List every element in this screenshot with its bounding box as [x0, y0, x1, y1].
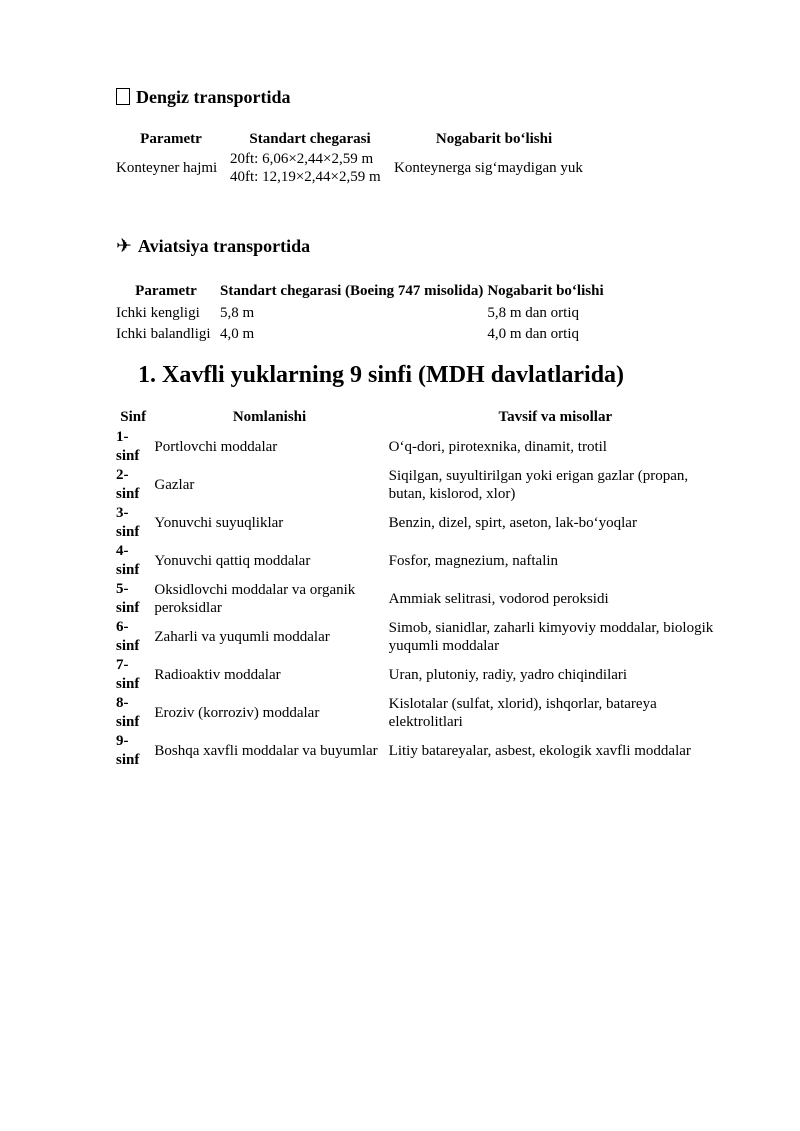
class-number: 1-	[116, 429, 129, 445]
table-row	[114, 150, 596, 186]
table-cell: Konteyner hajmi	[116, 160, 218, 176]
column-header: Nogabarit bo‘lishi	[435, 131, 553, 147]
page-title: 1. Xavfli yuklarning 9 sinfi (MDH davlatlarida)	[138, 362, 625, 388]
class-unit: sinf	[116, 524, 140, 540]
class-unit: sinf	[116, 600, 140, 616]
class-unit: sinf	[116, 714, 140, 730]
class-description-cell: Siqilgan, suyultirilgan yoki erigan gazlar (propan, butan, kislorod, xlor)	[388, 468, 689, 502]
class-number-cell	[114, 466, 152, 504]
table-row	[114, 542, 724, 580]
airplane-icon: ✈	[116, 236, 132, 257]
table-cell: 5,8 m	[220, 304, 255, 321]
class-number-cell	[114, 732, 152, 770]
table-cell: Ichki kengligi	[116, 304, 200, 321]
class-unit: sinf	[116, 562, 140, 578]
class-number-cell	[114, 428, 152, 466]
class-number: 6-	[116, 619, 129, 635]
class-description-cell: O‘q-dori, pirotexnika, dinamit, trotil	[388, 439, 607, 455]
table-cell: Ichki balandligi	[116, 325, 211, 342]
class-name-cell: Zaharli va yuqumli moddalar	[154, 629, 330, 645]
class-description-cell: Uran, plutoniy, radiy, yadro chiqindilari	[388, 667, 628, 683]
class-description-cell: Simob, sianidlar, zaharli kimyoviy moddalar, biologik yuqumli moddalar	[388, 620, 714, 654]
class-name-cell: Boshqa xavfli moddalar va buyumlar	[154, 743, 378, 759]
class-description-cell: Kislotalar (sulfat, xlorid), ishqorlar, batareya elektrolitlari	[388, 696, 657, 730]
table-cell: 5,8 m dan ortiq	[487, 304, 579, 321]
table-row	[114, 428, 724, 466]
table-header-row	[114, 406, 724, 428]
air-table	[114, 280, 606, 344]
column-header: Sinf	[120, 408, 147, 425]
class-name-cell: Gazlar	[154, 477, 195, 493]
class-number: 3-	[116, 505, 129, 521]
class-number-cell	[114, 504, 152, 542]
class-description-cell: Ammiak selitrasi, vodorod peroksidi	[388, 591, 609, 607]
table-row	[114, 302, 606, 323]
column-header: Tavsif va misollar	[498, 409, 613, 425]
column-header: Nomlanishi	[232, 409, 307, 425]
table-cell: 4,0 m	[220, 325, 255, 342]
class-name-cell: Eroziv (korroziv) moddalar	[154, 705, 320, 721]
class-number-cell	[114, 694, 152, 732]
table-row	[114, 466, 724, 504]
air-heading-text: Aviatsiya transportida	[137, 236, 311, 256]
class-description-cell: Fosfor, magnezium, naftalin	[388, 553, 559, 569]
table-header-row	[114, 128, 596, 150]
cell-line: 20ft: 6,06×2,44×2,59 m	[230, 151, 374, 167]
class-number-cell	[114, 542, 152, 580]
column-header: Standart chegarasi (Boeing 747 misolida)	[220, 283, 484, 299]
table-cell: 4,0 m dan ortiq	[487, 325, 579, 342]
class-description-cell: Benzin, dizel, spirt, aseton, lak-bo‘yoqlar	[388, 515, 637, 531]
class-unit: sinf	[116, 486, 140, 502]
class-number: 5-	[116, 581, 129, 597]
class-number: 7-	[116, 657, 129, 673]
class-number: 4-	[116, 543, 129, 559]
column-header: Parametr	[140, 131, 202, 147]
table-row	[114, 694, 724, 732]
column-header: Standart chegarasi	[249, 131, 371, 147]
cell-line: 40ft: 12,19×2,44×2,59 m	[230, 169, 381, 185]
table-cell: Konteynerga sig‘maydigan yuk	[394, 160, 583, 176]
class-unit: sinf	[116, 448, 140, 464]
table-row	[114, 732, 724, 770]
class-name-cell: Yonuvchi suyuqliklar	[154, 515, 284, 531]
table-row	[114, 323, 606, 344]
table-cell	[228, 150, 392, 186]
sea-heading-text: Dengiz transportida	[136, 87, 291, 107]
class-unit: sinf	[116, 676, 140, 692]
column-header: Nogabarit bo‘lishi	[487, 283, 604, 299]
air-section-heading	[116, 235, 310, 258]
sea-section-heading	[116, 86, 291, 108]
table-row	[114, 618, 724, 656]
class-name-cell: Portlovchi moddalar	[154, 439, 278, 455]
table-row	[114, 656, 724, 694]
class-number: 8-	[116, 695, 129, 711]
class-unit: sinf	[116, 752, 140, 768]
column-header: Parametr	[135, 283, 197, 299]
table-header-row	[114, 280, 606, 302]
class-number-cell	[114, 580, 152, 618]
class-unit: sinf	[116, 638, 140, 654]
class-name-cell: Radioaktiv moddalar	[154, 667, 281, 683]
class-number: 9-	[116, 733, 129, 749]
class-number: 2-	[116, 467, 129, 483]
class-number-cell	[114, 656, 152, 694]
class-number-cell	[114, 618, 152, 656]
class-name-cell: Oksidlovchi moddalar va organik peroksidlar	[154, 582, 356, 616]
missing-glyph-icon	[116, 88, 130, 105]
class-description-cell: Litiy batareyalar, asbest, ekologik xavfli moddalar	[388, 743, 691, 759]
table-row	[114, 580, 724, 618]
hazard-classes-table	[114, 406, 724, 770]
sea-table	[114, 128, 596, 186]
class-name-cell: Yonuvchi qattiq moddalar	[154, 553, 311, 569]
table-row	[114, 504, 724, 542]
